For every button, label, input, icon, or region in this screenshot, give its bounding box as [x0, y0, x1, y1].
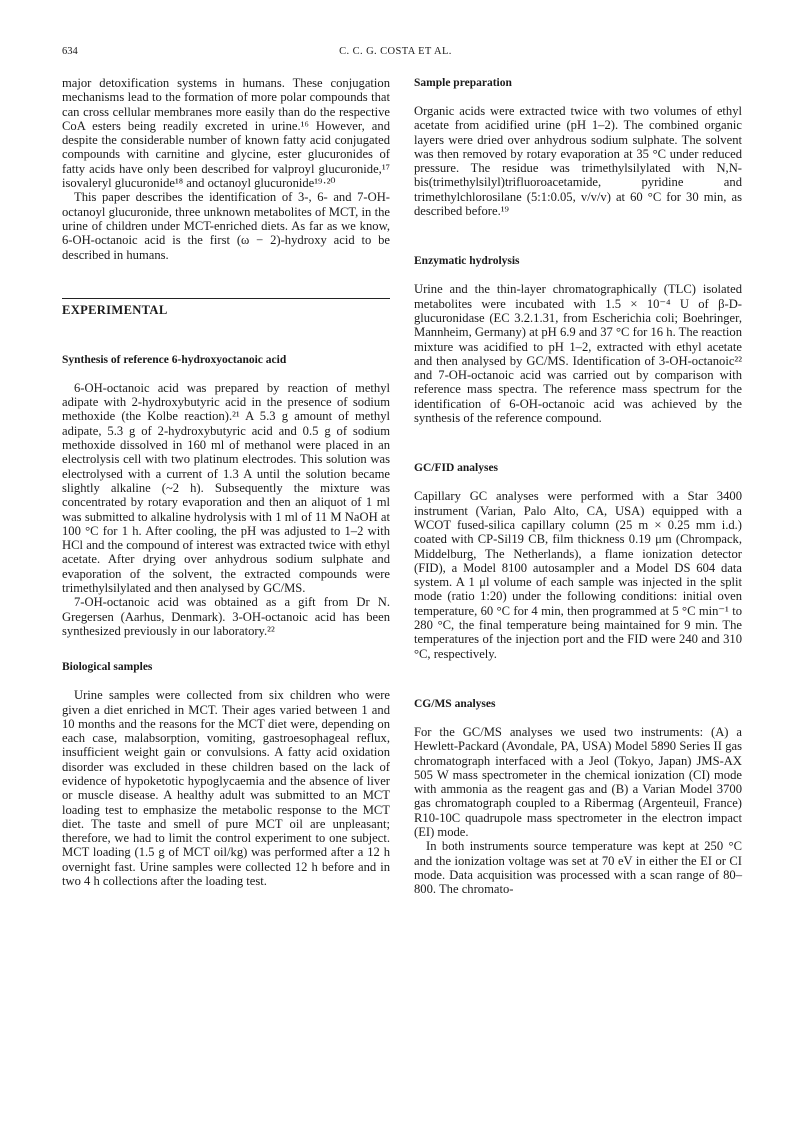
synthesis-paragraph-1: 6-OH-octanoic acid was prepared by reaction of methyl adipate with 2-hydroxybutyric acid in the presence of sodium methoxide (the Kolbe reaction).²¹ A 5.3 g amount of methyl adipate, 5.3 g of 2-hydroxybutyric acid and 0.5 g of sodium methoxide dissolved in 160 ml of methanol were placed in an electrolysis cell with two platinum electrodes. This solution was electrolysed with a current of 1.3 A until the solution became slightly alkaline (~2 h). Subsequently the mixture was concentrated by rotary evaporation and then an aliquot of 1 ml was submitted to alkaline hydrolysis with 1 ml of 11 M NaOH at 100 °C for 1 h. After cooling, the pH was adjusted to 1–2 with HCl and the compound of interest was extracted twice with ethyl acetate. After drying over anhydrous sodium sulphate and evaporation of the solvent, the extracted compounds were trimethylsilylated and then analysed by GC/MS. — [62, 380, 390, 596]
spacer — [414, 268, 742, 282]
gc-fid-paragraph: Capillary GC analyses were performed with a Star 3400 instrument (Varian, Palo Alto, CA, USA) equipped with a WCOT fused-silica capillary column (25 m × 0.25 mm i.d.) coated with CP-Sil19 CB, film thickness 0.19 μm (Chrompack, Middelburg, The Netherlands), a flame ionization detector (FID), a Model 8100 autosampler and a Model DS 604 data system. A 1 μl volume of each sample was injected in the split mode (ratio 1:20) under the following conditions: initial oven temperature, 60 °C for 4 min, then programmed at 5 °C min⁻¹ to 280 °C, the final temperature being maintained for 9 min. The temperatures of the injection port and the FID were 240 and 310 °C, respectively. — [414, 489, 742, 661]
spacer — [414, 90, 742, 104]
sample-preparation-heading: Sample preparation — [414, 77, 512, 89]
spacer — [414, 218, 742, 254]
intro-paragraph-2: This paper describes the identification of 3-, 6- and 7-OH-octanoyl glucuronide, three unknown metabolites of MCT, in the urine of children under MCT-enriched diets. As far as we know, 6-OH-octanoic acid is the first (ω − 2)-hydroxy acid to be described in humans. — [62, 190, 390, 262]
enzymatic-hydrolysis-paragraph: Urine and the thin-layer chromatographically (TLC) isolated metabolites were incubated with 1.5 × 10⁻⁴ U of β-D-glucuronidase (EC 3.2.1.31, from Escherichia coli; Boehringer, Mannheim, Germany) at pH 6.9 and 37 °C for 16 h. The reaction mixture was acidified to pH 1–2, extracted with ethyl acetate and then analysed by GC/MS. Identification of 3-OH-octanoic²² and 7-OH-octanoic acid was carried out by comparison with reference mass spectra. The reference mass spectrum for the identification of 6-OH-octanoic acid was achieved by the synthesis of the reference compound. — [414, 282, 742, 426]
gc-ms-paragraph-2: In both instruments source temperature was kept at 250 °C and the ionization voltage was set at 70 eV in either the EI or CI mode. Data acquisition was processed with a scan range of 80–800. The chromato- — [414, 839, 742, 897]
spacer — [62, 262, 390, 298]
right-column — [414, 76, 742, 896]
sample-preparation-paragraph: Organic acids were extracted twice with two volumes of ethyl acetate from acidified urine (pH 1–2). The combined organic layers were dried over anhydrous sodium sulphate. The solvent was then removed by rotary evaporation at 35 °C under reduced pressure. The residue was trimethylsilylated with N,N-bis(trimethylsilyl)trifluoroacetamide, pyridine and trimethylchlorosilane (5:1:0.05, v/v/v) at 60 °C for 30 min, as described before.¹⁹ — [414, 104, 742, 219]
synthesis-heading: Synthesis of reference 6-hydroxyoctanoic acid — [62, 353, 287, 366]
spacer — [62, 367, 390, 381]
gc-ms-heading: CG/MS analyses — [414, 697, 496, 710]
page-number: 634 — [62, 46, 78, 57]
intro-paragraph-1: major detoxification systems in humans. These conjugation mechanisms lead to the formation of more polar compounds that can cross cellular membranes more easily than do the respective CoA esters being readily excreted in urine.¹⁶ However, and despite the considerable number of known fatty acid conjugated compounds with carnitine and glycine, ester glucuronides of fatty acids have only been described for valproyl glucuronide,¹⁷ isovaleryl glucuronide¹⁸ and octanoyl glucuronide¹⁹·²⁰ — [62, 76, 390, 191]
synthesis-paragraph-2: 7-OH-octanoic acid was obtained as a gift from Dr N. Gregersen (Aarhus, Denmark). 3-OH-octanoic acid has been synthesized previously in our laboratory.²² — [62, 595, 390, 638]
enzymatic-hydrolysis-heading: Enzymatic hydrolysis — [414, 255, 520, 268]
running-head — [62, 46, 729, 62]
spacer — [62, 317, 390, 353]
spacer — [414, 425, 742, 461]
gc-ms-paragraph-1: For the GC/MS analyses we used two instruments: (A) a Hewlett-Packard (Avondale, PA, USA) Model 5890 Series II gas chromatograph interfaced with a Jeol (Tokyo, Japan) JMS-AX 505 W mass spectrometer in the chemical ionization (CI) mode with ammonia as the reagent gas and (B) a Varian Model 3700 gas chromatograph coupled to a Ribermag (Argenteuil, France) R10-10C quadrupole mass spectrometer in the electron impact (EI) mode. — [414, 724, 742, 839]
experimental-heading: EXPERIMENTAL — [62, 298, 390, 317]
biological-samples-heading: Biological samples — [62, 661, 153, 674]
gc-fid-heading: GC/FID analyses — [414, 462, 499, 475]
running-title: C. C. G. COSTA ET AL. — [339, 46, 452, 57]
biological-samples-paragraph: Urine samples were collected from six children who were given a diet enriched in MCT. Their ages varied between 1 and 10 months and the reasons for the MCT diet were, depending on each case, malabsorption, vomiting, gastroesophageal reflux, insufficient weight gain or convulsions. A fatty acid oxidation disorder was excluded in these children based on the lack of evidence of hypoketotic hypoglycaemia and the absence of liver or muscle disease. A healthy adult was submitted to an MCT loading test to emphasize the metabolic response to the MCT diet. The taste and smell of pure MCT oil are unpleasant; therefore, we had to limit the control experiment to one subject. MCT loading (1.5 g of MCT oil/kg) was performed after a 12 h overnight fast. Urine samples were collected 12 h before and in two 4 h collections after the loading test. — [62, 688, 390, 889]
left-column — [62, 76, 390, 888]
spacer — [414, 711, 742, 725]
spacer — [414, 661, 742, 697]
spacer — [414, 475, 742, 489]
spacer — [62, 674, 390, 688]
spacer — [62, 638, 390, 660]
